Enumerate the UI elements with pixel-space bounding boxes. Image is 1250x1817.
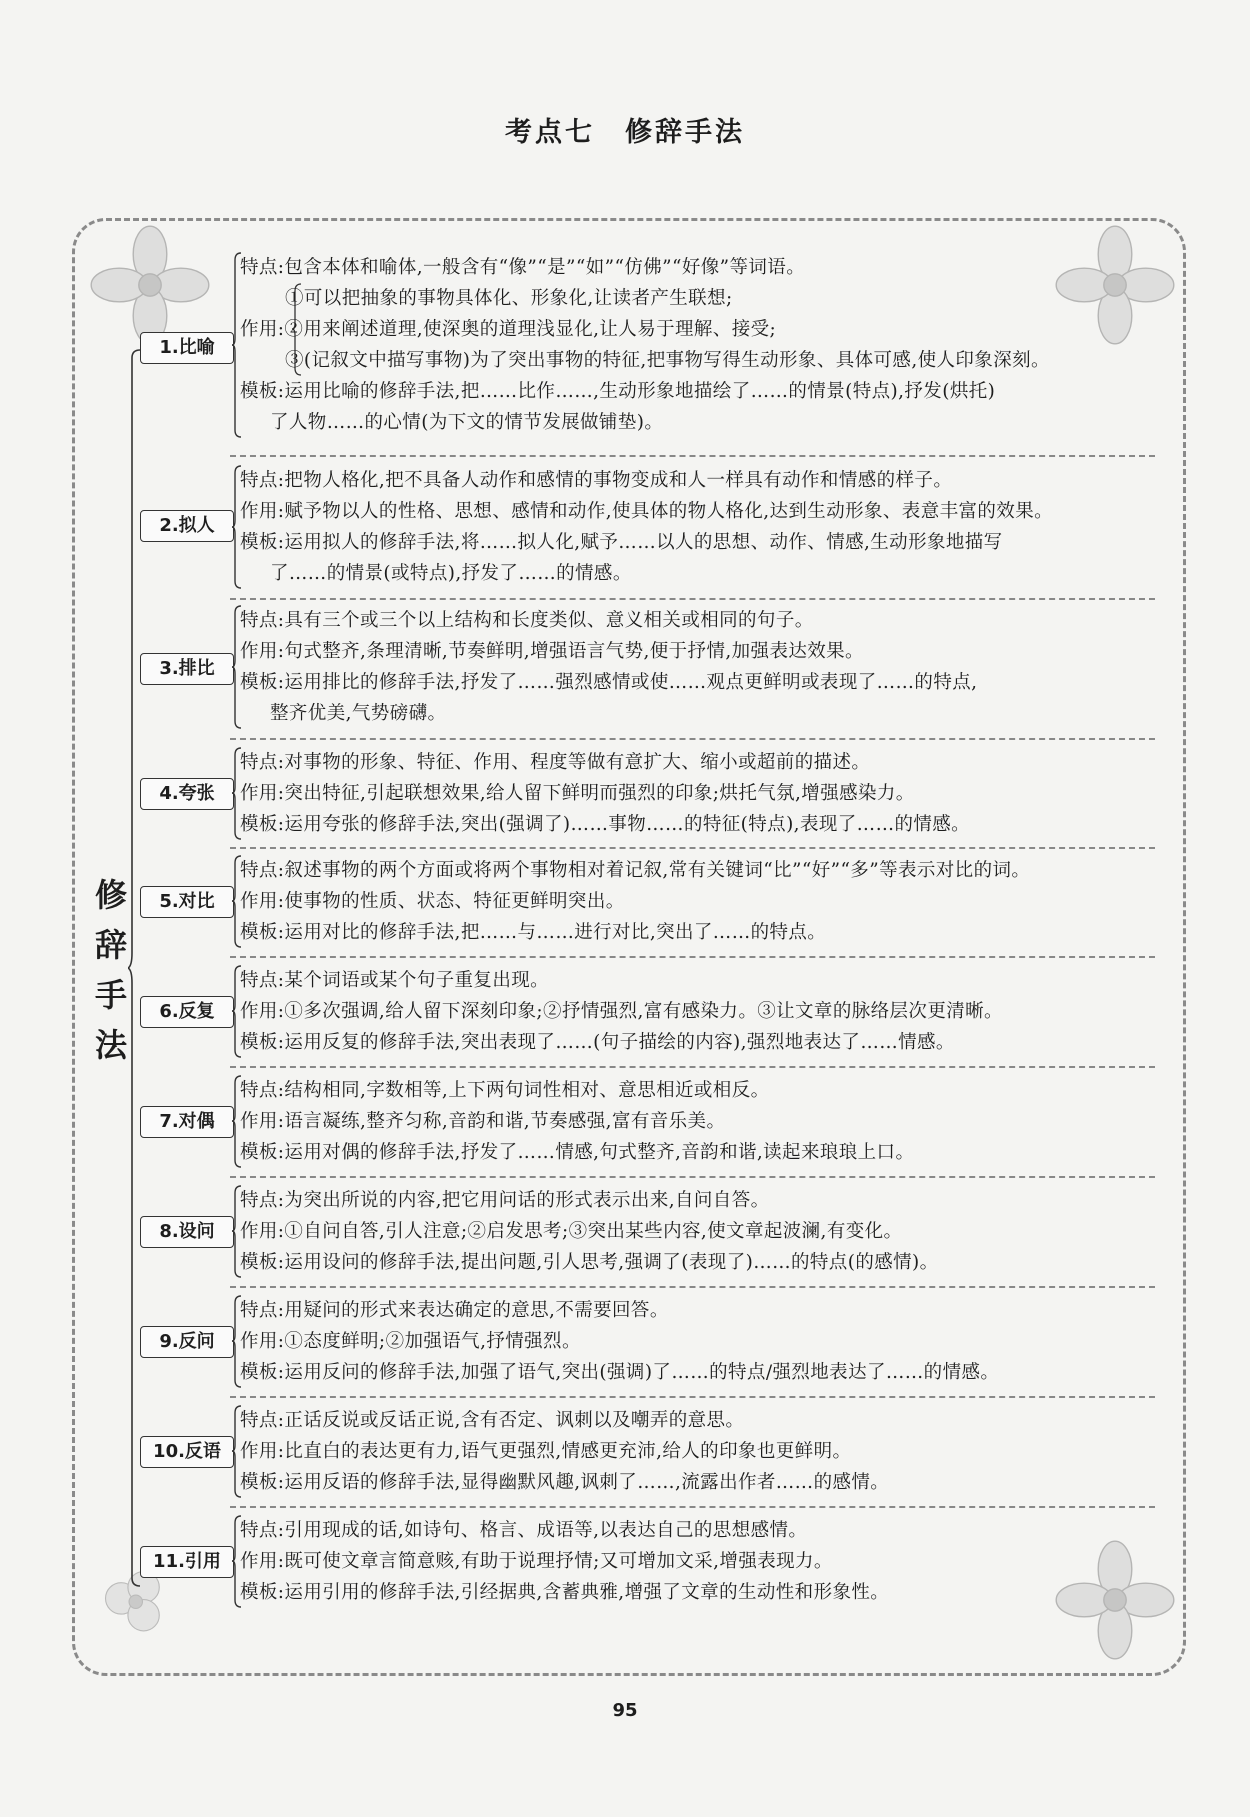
feature-line: 特点:具有三个或三个以上结构和长度类似、意义相关或相同的句子。 — [240, 610, 814, 631]
effect-line: 作用:②用来阐述道理,使深奥的道理浅显化,让人易于理解、接受; — [240, 319, 777, 340]
side-label-char: 法 — [94, 1026, 127, 1064]
template-line: 模板:运用夸张的修辞手法,突出(强调了)……事物……的特征(特点),表现了……的情感。 — [240, 814, 971, 835]
category-label: 5.对比 — [140, 886, 234, 918]
effect-line: 作用:使事物的性质、状态、特征更鲜明突出。 — [240, 891, 625, 912]
side-label-char: 手 — [94, 976, 127, 1014]
feature-line: 特点:为突出所说的内容,把它用问话的形式表示出来,自问自答。 — [240, 1190, 770, 1211]
section-divider — [230, 455, 1155, 457]
template-line: 模板:运用反问的修辞手法,加强了语气,突出(强调)了……的特点/强烈地表达了……的情感。 — [240, 1362, 1000, 1383]
effect-line: ③(记叙文中描写事物)为了突出事物的特征,把事物写得生动形象、具体可感,使人印象深刻。 — [285, 350, 1050, 371]
section-divider — [230, 598, 1155, 600]
category-label: 1.比喻 — [140, 332, 234, 364]
feature-line: 特点:对事物的形象、特征、作用、程度等做有意扩大、缩小或超前的描述。 — [240, 752, 871, 773]
side-label — [94, 870, 128, 1070]
effect-line: ①可以把抽象的事物具体化、形象化,让读者产生联想; — [285, 288, 733, 309]
side-label-char: 辞 — [94, 926, 127, 964]
category-label: 11.引用 — [140, 1546, 234, 1578]
template-line: 整齐优美,气势磅礴。 — [270, 703, 447, 724]
template-line: 模板:运用对比的修辞手法,把……与……进行对比,突出了……的特点。 — [240, 922, 827, 943]
template-line: 模板:运用设问的修辞手法,提出问题,引人思考,强调了(表现了)……的特点(的感情)。 — [240, 1252, 939, 1273]
effect-line: 作用:①多次强调,给人留下深刻印象;②抒情强烈,富有感染力。③让文章的脉络层次更清晰。 — [240, 1001, 1003, 1022]
page-title: 考点七 修辞手法 — [505, 117, 745, 148]
section-divider — [230, 738, 1155, 740]
template-line: 了人物……的心情(为下文的情节发展做铺垫)。 — [270, 412, 664, 433]
category-label: 7.对偶 — [140, 1106, 234, 1138]
template-line: 模板:运用引用的修辞手法,引经据典,含蓄典雅,增强了文章的生动性和形象性。 — [240, 1582, 890, 1603]
template-line: 模板:运用排比的修辞手法,抒发了……强烈感情或使……观点更鲜明或表现了……的特点, — [240, 672, 978, 693]
effect-line: 作用:①态度鲜明;②加强语气,抒情强烈。 — [240, 1331, 581, 1352]
side-label-char: 修 — [94, 876, 127, 914]
template-line: 模板:运用反语的修辞手法,显得幽默风趣,讽刺了……,流露出作者……的感情。 — [240, 1472, 890, 1493]
feature-line: 特点:结构相同,字数相等,上下两句词性相对、意思相近或相反。 — [240, 1080, 770, 1101]
template-line: 了……的情景(或特点),抒发了……的情感。 — [270, 563, 632, 584]
category-label: 9.反问 — [140, 1326, 234, 1358]
page-number: 95 — [612, 1700, 638, 1721]
category-label: 10.反语 — [140, 1436, 234, 1468]
feature-line: 特点:用疑问的形式来表达确定的意思,不需要回答。 — [240, 1300, 669, 1321]
feature-line: 特点:正话反说或反话正说,含有否定、讽刺以及嘲弄的意思。 — [240, 1410, 745, 1431]
section-divider — [230, 1066, 1155, 1068]
category-label: 3.排比 — [140, 653, 234, 685]
effect-line: 作用:既可使文章言简意赅,有助于说理抒情;又可增加文采,增强表现力。 — [240, 1551, 833, 1572]
category-label: 6.反复 — [140, 996, 234, 1028]
template-line: 模板:运用反复的修辞手法,突出表现了……(句子描绘的内容),强烈地表达了……情感。 — [240, 1032, 955, 1053]
feature-line: 特点:引用现成的话,如诗句、格言、成语等,以表达自己的思想感情。 — [240, 1520, 808, 1541]
effect-line: 作用:突出特征,引起联想效果,给人留下鲜明而强烈的印象;烘托气氛,增强感染力。 — [240, 783, 915, 804]
section-divider — [230, 1396, 1155, 1398]
category-label: 4.夸张 — [140, 778, 234, 810]
category-label: 8.设问 — [140, 1216, 234, 1248]
template-line: 模板:运用拟人的修辞手法,将……拟人化,赋予……以人的思想、动作、情感,生动形象地描写 — [240, 532, 1003, 553]
section-divider — [230, 1286, 1155, 1288]
category-label: 2.拟人 — [140, 510, 234, 542]
feature-line: 特点:某个词语或某个句子重复出现。 — [240, 970, 550, 991]
section-divider — [230, 956, 1155, 958]
feature-line: 特点:把物人格化,把不具备人动作和感情的事物变成和人一样具有动作和情感的样子。 — [240, 470, 953, 491]
effect-line: 作用:语言凝练,整齐匀称,音韵和谐,节奏感强,富有音乐美。 — [240, 1111, 726, 1132]
template-line: 模板:运用对偶的修辞手法,抒发了……情感,句式整齐,音韵和谐,读起来琅琅上口。 — [240, 1142, 915, 1163]
template-line: 模板:运用比喻的修辞手法,把……比作……,生动形象地描绘了……的情景(特点),抒发(烘托) — [240, 381, 996, 402]
effect-line: 作用:赋予物以人的性格、思想、感情和动作,使具体的物人格化,达到生动形象、表意丰富的效果。 — [240, 501, 1053, 522]
section-divider — [230, 1176, 1155, 1178]
effect-line: 作用:比直白的表达更有力,语气更强烈,情感更充沛,给人的印象也更鲜明。 — [240, 1441, 852, 1462]
feature-line: 特点:包含本体和喻体,一般含有“像”“是”“如”“仿佛”“好像”等词语。 — [240, 257, 806, 278]
feature-line: 特点:叙述事物的两个方面或将两个事物相对着记叙,常有关键词“比”“好”“多”等表示对比的词。 — [240, 860, 1031, 881]
effect-line: 作用:句式整齐,条理清晰,节奏鲜明,增强语言气势,便于抒情,加强表达效果。 — [240, 641, 864, 662]
section-divider — [230, 1506, 1155, 1508]
effect-line: 作用:①自问自答,引人注意;②启发思考;③突出某些内容,使文章起波澜,有变化。 — [240, 1221, 903, 1242]
section-divider — [230, 847, 1155, 849]
